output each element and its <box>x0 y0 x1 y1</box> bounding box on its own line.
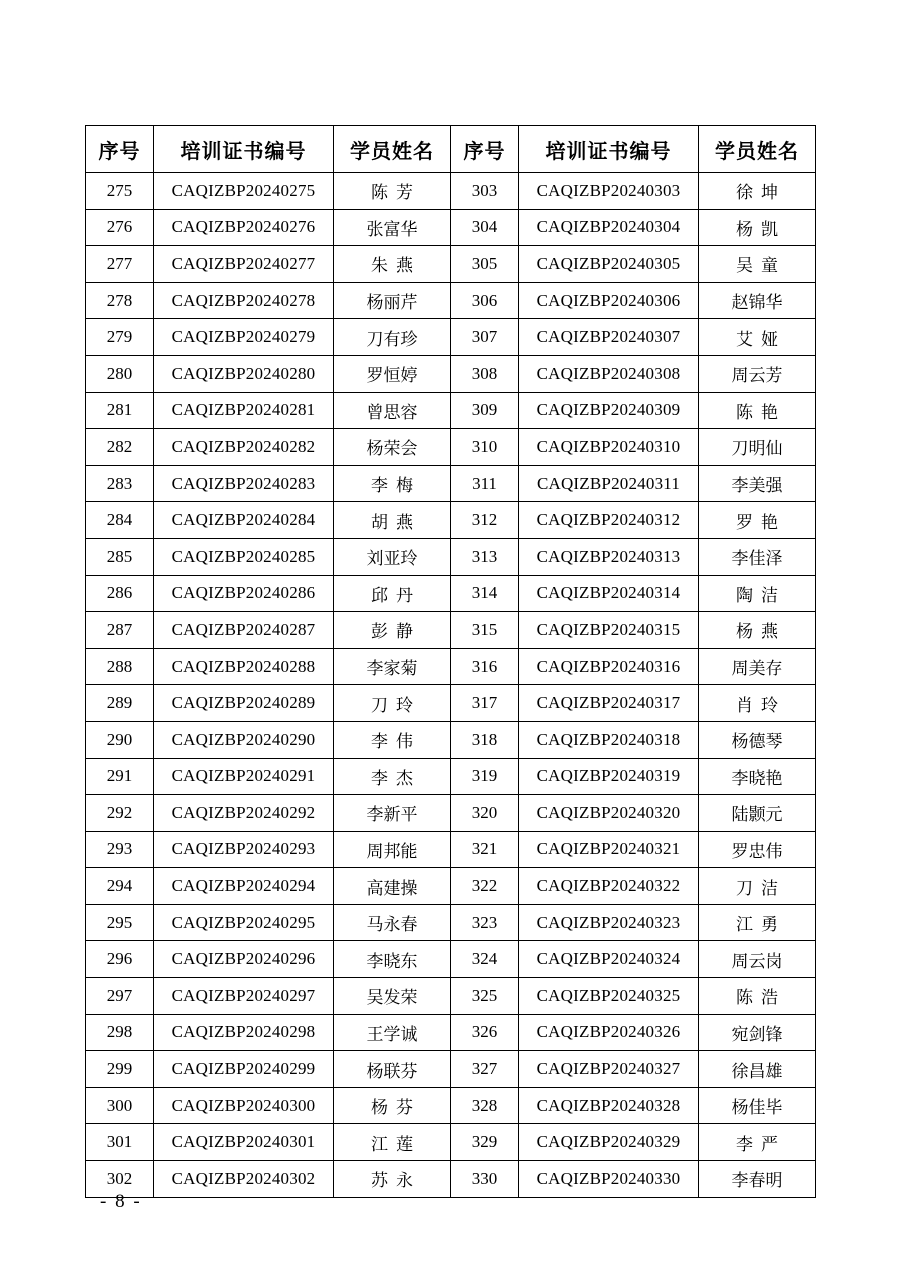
cell-seq-right: 306 <box>451 282 519 319</box>
cell-cert-right: CAQIZBP20240319 <box>519 758 699 795</box>
cell-seq-right: 308 <box>451 355 519 392</box>
cell-cert-right: CAQIZBP20240322 <box>519 868 699 905</box>
cell-seq-left: 296 <box>86 941 154 978</box>
column-header-name-right: 学员姓名 <box>699 126 816 173</box>
cell-cert-right: CAQIZBP20240329 <box>519 1124 699 1161</box>
cell-name-left <box>334 465 451 502</box>
cell-seq-left: 280 <box>86 355 154 392</box>
cell-seq-right: 320 <box>451 795 519 832</box>
cell-seq-right: 311 <box>451 465 519 502</box>
cell-cert-left: CAQIZBP20240275 <box>154 173 334 210</box>
cell-name-left <box>334 1087 451 1124</box>
table-row <box>86 246 816 283</box>
cell-name-right: 李佳泽 <box>699 538 816 575</box>
cell-name-right <box>699 904 816 941</box>
name-text: 胡燕 <box>371 512 421 532</box>
cell-name-left: 杨丽芹 <box>334 282 451 319</box>
name-text: 陈芳 <box>371 183 421 203</box>
cell-seq-left: 293 <box>86 831 154 868</box>
cell-name-right: 刀明仙 <box>699 429 816 466</box>
cell-cert-right: CAQIZBP20240306 <box>519 282 699 319</box>
cell-name-right: 李晓艳 <box>699 758 816 795</box>
cell-name-left: 李晓东 <box>334 941 451 978</box>
cell-name-right <box>699 246 816 283</box>
cell-seq-left: 301 <box>86 1124 154 1161</box>
table-row <box>86 538 816 575</box>
cell-cert-left: CAQIZBP20240277 <box>154 246 334 283</box>
name-text: 李严 <box>736 1134 786 1154</box>
cell-cert-left: CAQIZBP20240296 <box>154 941 334 978</box>
cell-seq-right: 307 <box>451 319 519 356</box>
cell-name-left <box>334 173 451 210</box>
name-text: 艾娅 <box>736 329 786 349</box>
cell-seq-right: 321 <box>451 831 519 868</box>
cell-cert-left: CAQIZBP20240285 <box>154 538 334 575</box>
cell-seq-left: 277 <box>86 246 154 283</box>
cell-name-left: 刀有珍 <box>334 319 451 356</box>
cell-cert-left: CAQIZBP20240289 <box>154 685 334 722</box>
cell-seq-right: 327 <box>451 1051 519 1088</box>
cell-name-left: 高建操 <box>334 868 451 905</box>
cell-seq-right: 313 <box>451 538 519 575</box>
cell-cert-right: CAQIZBP20240326 <box>519 1014 699 1051</box>
cell-seq-right: 305 <box>451 246 519 283</box>
table-header-row <box>86 126 816 173</box>
cell-seq-right: 317 <box>451 685 519 722</box>
cell-seq-left: 276 <box>86 209 154 246</box>
cell-cert-left: CAQIZBP20240283 <box>154 465 334 502</box>
cell-seq-left: 288 <box>86 648 154 685</box>
cell-name-left: 周邦能 <box>334 831 451 868</box>
cell-seq-left: 279 <box>86 319 154 356</box>
name-text: 吴童 <box>736 256 786 276</box>
cell-name-right: 周云岗 <box>699 941 816 978</box>
column-header-seq-left: 序号 <box>86 126 154 173</box>
cell-cert-left: CAQIZBP20240298 <box>154 1014 334 1051</box>
cell-seq-right: 324 <box>451 941 519 978</box>
name-text: 陈艳 <box>736 402 786 422</box>
cell-cert-left: CAQIZBP20240276 <box>154 209 334 246</box>
cell-cert-right: CAQIZBP20240314 <box>519 575 699 612</box>
name-text: 朱燕 <box>371 256 421 276</box>
cell-name-left <box>334 1124 451 1161</box>
cell-seq-left: 291 <box>86 758 154 795</box>
table-row <box>86 392 816 429</box>
table-row <box>86 758 816 795</box>
table-row <box>86 648 816 685</box>
name-text: 杨燕 <box>736 622 786 642</box>
cell-name-left: 刘亚玲 <box>334 538 451 575</box>
cell-name-left: 吴发荣 <box>334 978 451 1015</box>
table-header <box>86 126 816 173</box>
table-row <box>86 209 816 246</box>
cell-name-right <box>699 209 816 246</box>
cell-cert-left: CAQIZBP20240299 <box>154 1051 334 1088</box>
cell-cert-right: CAQIZBP20240330 <box>519 1161 699 1198</box>
cell-cert-right: CAQIZBP20240315 <box>519 612 699 649</box>
cell-name-right: 周美存 <box>699 648 816 685</box>
cell-seq-right: 304 <box>451 209 519 246</box>
cell-seq-right: 322 <box>451 868 519 905</box>
cell-seq-left: 292 <box>86 795 154 832</box>
cell-cert-left: CAQIZBP20240300 <box>154 1087 334 1124</box>
cell-cert-right: CAQIZBP20240323 <box>519 904 699 941</box>
name-text: 邱丹 <box>371 585 421 605</box>
cell-cert-left: CAQIZBP20240302 <box>154 1161 334 1198</box>
name-text: 苏永 <box>371 1171 421 1191</box>
cell-cert-right: CAQIZBP20240304 <box>519 209 699 246</box>
name-text: 杨芬 <box>371 1098 421 1118</box>
cell-name-right: 罗忠伟 <box>699 831 816 868</box>
cell-cert-left: CAQIZBP20240284 <box>154 502 334 539</box>
cell-cert-right: CAQIZBP20240305 <box>519 246 699 283</box>
cell-seq-right: 314 <box>451 575 519 612</box>
cell-seq-right: 309 <box>451 392 519 429</box>
cell-seq-left: 278 <box>86 282 154 319</box>
cell-name-left <box>334 1161 451 1198</box>
cell-seq-left: 295 <box>86 904 154 941</box>
cell-name-left: 张富华 <box>334 209 451 246</box>
table-row <box>86 795 816 832</box>
cell-name-left <box>334 246 451 283</box>
table-row <box>86 319 816 356</box>
table-row <box>86 868 816 905</box>
cell-name-right: 赵锦华 <box>699 282 816 319</box>
cell-seq-left: 300 <box>86 1087 154 1124</box>
page-number: - 8 - <box>100 1191 142 1212</box>
table-row <box>86 904 816 941</box>
cell-seq-right: 303 <box>451 173 519 210</box>
cell-name-left: 曾思容 <box>334 392 451 429</box>
cell-cert-right: CAQIZBP20240311 <box>519 465 699 502</box>
cell-cert-right: CAQIZBP20240313 <box>519 538 699 575</box>
cell-seq-left: 282 <box>86 429 154 466</box>
name-text: 刀洁 <box>736 878 786 898</box>
cell-cert-right: CAQIZBP20240309 <box>519 392 699 429</box>
cell-cert-right: CAQIZBP20240328 <box>519 1087 699 1124</box>
cell-name-left: 杨联芬 <box>334 1051 451 1088</box>
cell-seq-right: 310 <box>451 429 519 466</box>
cell-seq-right: 330 <box>451 1161 519 1198</box>
cell-name-left <box>334 721 451 758</box>
table-row <box>86 502 816 539</box>
cell-seq-left: 294 <box>86 868 154 905</box>
cell-name-right: 李美强 <box>699 465 816 502</box>
table-row <box>86 831 816 868</box>
name-text: 陶洁 <box>736 585 786 605</box>
table-row <box>86 282 816 319</box>
cell-cert-left: CAQIZBP20240287 <box>154 612 334 649</box>
cell-cert-right: CAQIZBP20240312 <box>519 502 699 539</box>
cell-name-right <box>699 978 816 1015</box>
cell-name-right <box>699 868 816 905</box>
cell-name-right: 李春明 <box>699 1161 816 1198</box>
cell-name-right <box>699 173 816 210</box>
cell-cert-right: CAQIZBP20240327 <box>519 1051 699 1088</box>
cell-seq-left: 286 <box>86 575 154 612</box>
table-row <box>86 721 816 758</box>
name-text: 罗艳 <box>736 512 786 532</box>
cell-seq-right: 316 <box>451 648 519 685</box>
cell-seq-left: 281 <box>86 392 154 429</box>
cell-name-left: 杨荣会 <box>334 429 451 466</box>
cell-seq-left: 290 <box>86 721 154 758</box>
table-row <box>86 355 816 392</box>
name-text: 李伟 <box>371 732 421 752</box>
cell-cert-left: CAQIZBP20240290 <box>154 721 334 758</box>
table-row <box>86 465 816 502</box>
cell-cert-right: CAQIZBP20240310 <box>519 429 699 466</box>
cell-cert-right: CAQIZBP20240318 <box>519 721 699 758</box>
table-row <box>86 978 816 1015</box>
cell-name-right: 杨德琴 <box>699 721 816 758</box>
cell-cert-left: CAQIZBP20240280 <box>154 355 334 392</box>
cell-cert-right: CAQIZBP20240320 <box>519 795 699 832</box>
cell-cert-left: CAQIZBP20240294 <box>154 868 334 905</box>
cell-cert-left: CAQIZBP20240279 <box>154 319 334 356</box>
column-header-name-left: 学员姓名 <box>334 126 451 173</box>
cell-name-left <box>334 612 451 649</box>
cell-name-left <box>334 758 451 795</box>
cell-seq-right: 323 <box>451 904 519 941</box>
cell-cert-right: CAQIZBP20240321 <box>519 831 699 868</box>
cell-cert-right: CAQIZBP20240325 <box>519 978 699 1015</box>
cell-name-right <box>699 502 816 539</box>
table-row <box>86 1087 816 1124</box>
cell-name-left <box>334 575 451 612</box>
cell-seq-left: 283 <box>86 465 154 502</box>
cell-seq-left: 275 <box>86 173 154 210</box>
cell-seq-right: 315 <box>451 612 519 649</box>
cell-name-left: 王学诚 <box>334 1014 451 1051</box>
cell-name-left <box>334 685 451 722</box>
cell-seq-right: 329 <box>451 1124 519 1161</box>
name-text: 李梅 <box>371 476 421 496</box>
cell-name-right <box>699 1124 816 1161</box>
name-text: 徐坤 <box>736 183 786 203</box>
table-row <box>86 1051 816 1088</box>
cell-name-right <box>699 319 816 356</box>
name-text: 江勇 <box>736 915 786 935</box>
cell-name-left: 李新平 <box>334 795 451 832</box>
cell-name-right <box>699 612 816 649</box>
cell-name-left: 李家菊 <box>334 648 451 685</box>
table-row <box>86 1124 816 1161</box>
name-text: 刀玲 <box>371 695 421 715</box>
cell-cert-left: CAQIZBP20240293 <box>154 831 334 868</box>
name-text: 杨凯 <box>736 219 786 239</box>
table-row <box>86 1161 816 1198</box>
cell-cert-left: CAQIZBP20240282 <box>154 429 334 466</box>
cell-seq-right: 328 <box>451 1087 519 1124</box>
cell-cert-left: CAQIZBP20240297 <box>154 978 334 1015</box>
cell-seq-right: 319 <box>451 758 519 795</box>
name-text: 江莲 <box>371 1134 421 1154</box>
name-text: 肖玲 <box>736 695 786 715</box>
cell-cert-left: CAQIZBP20240291 <box>154 758 334 795</box>
cell-name-right: 杨佳毕 <box>699 1087 816 1124</box>
cell-cert-left: CAQIZBP20240278 <box>154 282 334 319</box>
table-body <box>86 173 816 1198</box>
cell-name-right: 周云芳 <box>699 355 816 392</box>
table-row <box>86 941 816 978</box>
cell-seq-left: 298 <box>86 1014 154 1051</box>
column-header-cert-right: 培训证书编号 <box>519 126 699 173</box>
cell-cert-left: CAQIZBP20240301 <box>154 1124 334 1161</box>
cell-cert-left: CAQIZBP20240288 <box>154 648 334 685</box>
name-text: 彭静 <box>371 622 421 642</box>
cell-seq-left: 284 <box>86 502 154 539</box>
name-text: 李杰 <box>371 768 421 788</box>
cell-name-right: 徐昌雄 <box>699 1051 816 1088</box>
table-row <box>86 685 816 722</box>
cell-seq-left: 289 <box>86 685 154 722</box>
cell-cert-left: CAQIZBP20240281 <box>154 392 334 429</box>
name-text: 陈浩 <box>736 988 786 1008</box>
table-row <box>86 1014 816 1051</box>
cell-name-right: 宛剑锋 <box>699 1014 816 1051</box>
cell-seq-right: 326 <box>451 1014 519 1051</box>
cell-name-right <box>699 685 816 722</box>
column-header-seq-right: 序号 <box>451 126 519 173</box>
cell-name-left: 马永春 <box>334 904 451 941</box>
cell-seq-left: 287 <box>86 612 154 649</box>
cell-cert-left: CAQIZBP20240292 <box>154 795 334 832</box>
cell-cert-left: CAQIZBP20240295 <box>154 904 334 941</box>
cell-name-left <box>334 502 451 539</box>
cell-seq-left: 302 <box>86 1161 154 1198</box>
cell-name-left: 罗恒婷 <box>334 355 451 392</box>
table-row <box>86 429 816 466</box>
cell-seq-right: 318 <box>451 721 519 758</box>
cell-cert-left: CAQIZBP20240286 <box>154 575 334 612</box>
cell-seq-right: 312 <box>451 502 519 539</box>
cell-cert-right: CAQIZBP20240307 <box>519 319 699 356</box>
cell-cert-right: CAQIZBP20240324 <box>519 941 699 978</box>
column-header-cert-left: 培训证书编号 <box>154 126 334 173</box>
table-row <box>86 612 816 649</box>
cell-cert-right: CAQIZBP20240316 <box>519 648 699 685</box>
cell-cert-right: CAQIZBP20240303 <box>519 173 699 210</box>
cell-name-right <box>699 575 816 612</box>
cell-seq-left: 297 <box>86 978 154 1015</box>
cell-seq-right: 325 <box>451 978 519 1015</box>
trainee-certificate-table <box>85 125 816 1198</box>
cell-name-right <box>699 392 816 429</box>
cell-seq-left: 299 <box>86 1051 154 1088</box>
table-row <box>86 575 816 612</box>
cell-cert-right: CAQIZBP20240317 <box>519 685 699 722</box>
cell-seq-left: 285 <box>86 538 154 575</box>
table-row <box>86 173 816 210</box>
cell-cert-right: CAQIZBP20240308 <box>519 355 699 392</box>
cell-name-right: 陆颢元 <box>699 795 816 832</box>
